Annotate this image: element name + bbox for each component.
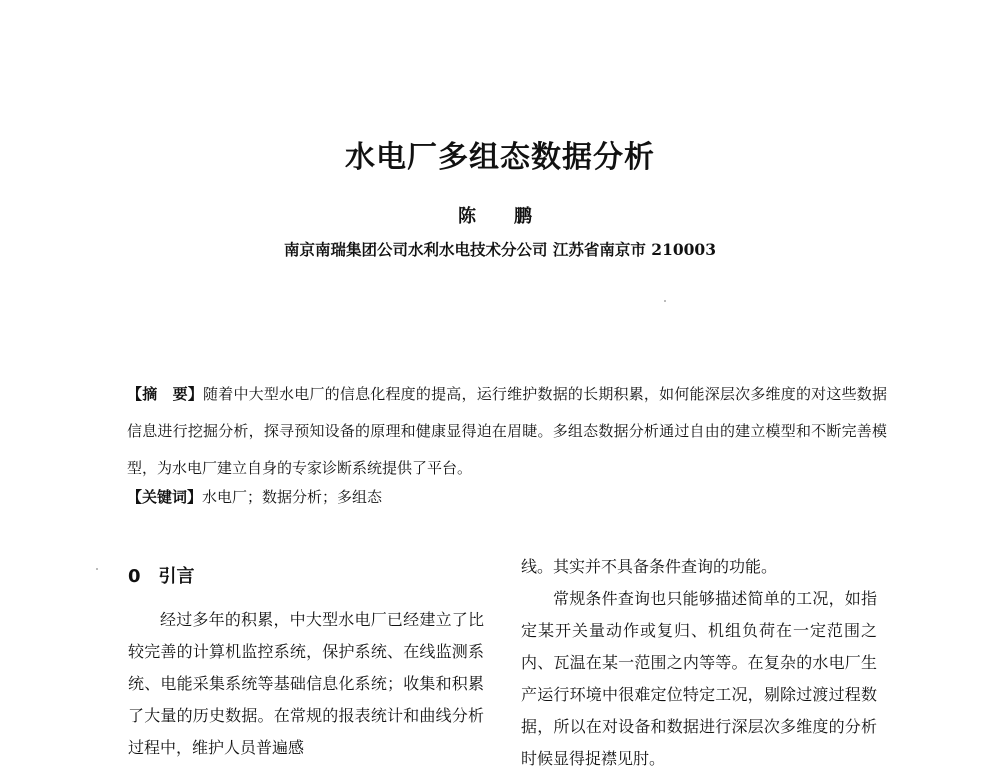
keywords-label: 【关键词】 [127, 488, 203, 506]
keywords-block [127, 485, 887, 509]
section-title: 引言 [158, 566, 195, 587]
left-column [128, 604, 484, 764]
abstract-label: 【摘 要】 [127, 385, 204, 403]
paper-title: 水电厂多组态数据分析 [345, 140, 655, 175]
author-name: 陈 鹏 [458, 206, 542, 227]
section-heading [128, 562, 195, 588]
right-column [521, 551, 877, 775]
body-paragraph: 常规条件查询也只能够描述简单的工况，如指定某开关量动作或复归、机组负荷在一定范围之内、瓦温在某一范围之内等等。在复杂的水电厂生产运行环境中很难定位特定工况，剔除过渡过程数据，所以在对设备和数据进行深层次多维度的分析时候显得捉襟见肘。 [521, 589, 877, 768]
scan-speck [664, 300, 666, 302]
abstract-block [127, 376, 887, 487]
abstract-text: 随着中大型水电厂的信息化程度的提高，运行维护数据的长期积累，如何能深层次多维度的对这些数据信息进行挖掘分析，探寻预知设备的原理和健康显得迫在眉睫。多组态数据分析通过自由的建立模型和不断完善模型，为水电厂建立自身的专家诊断系统提供了平台。 [127, 385, 887, 477]
body-paragraph: 经过多年的积累，中大型水电厂已经建立了比较完善的计算机监控系统，保护系统、在线监测系统、电能采集系统等基础信息化系统；收集和积累了大量的历史数据。在常规的报表统计和曲线分析过程中，维护人员普遍感 [128, 610, 484, 757]
section-number: 0 [128, 566, 141, 587]
scan-speck [96, 568, 98, 570]
keywords-text: 水电厂；数据分析；多组态 [202, 488, 383, 506]
author-affiliation: 南京南瑞集团公司水利水电技术分公司 江苏省南京市 210003 [283, 240, 716, 259]
body-paragraph: 线。其实并不具备条件查询的功能。 [521, 557, 778, 576]
